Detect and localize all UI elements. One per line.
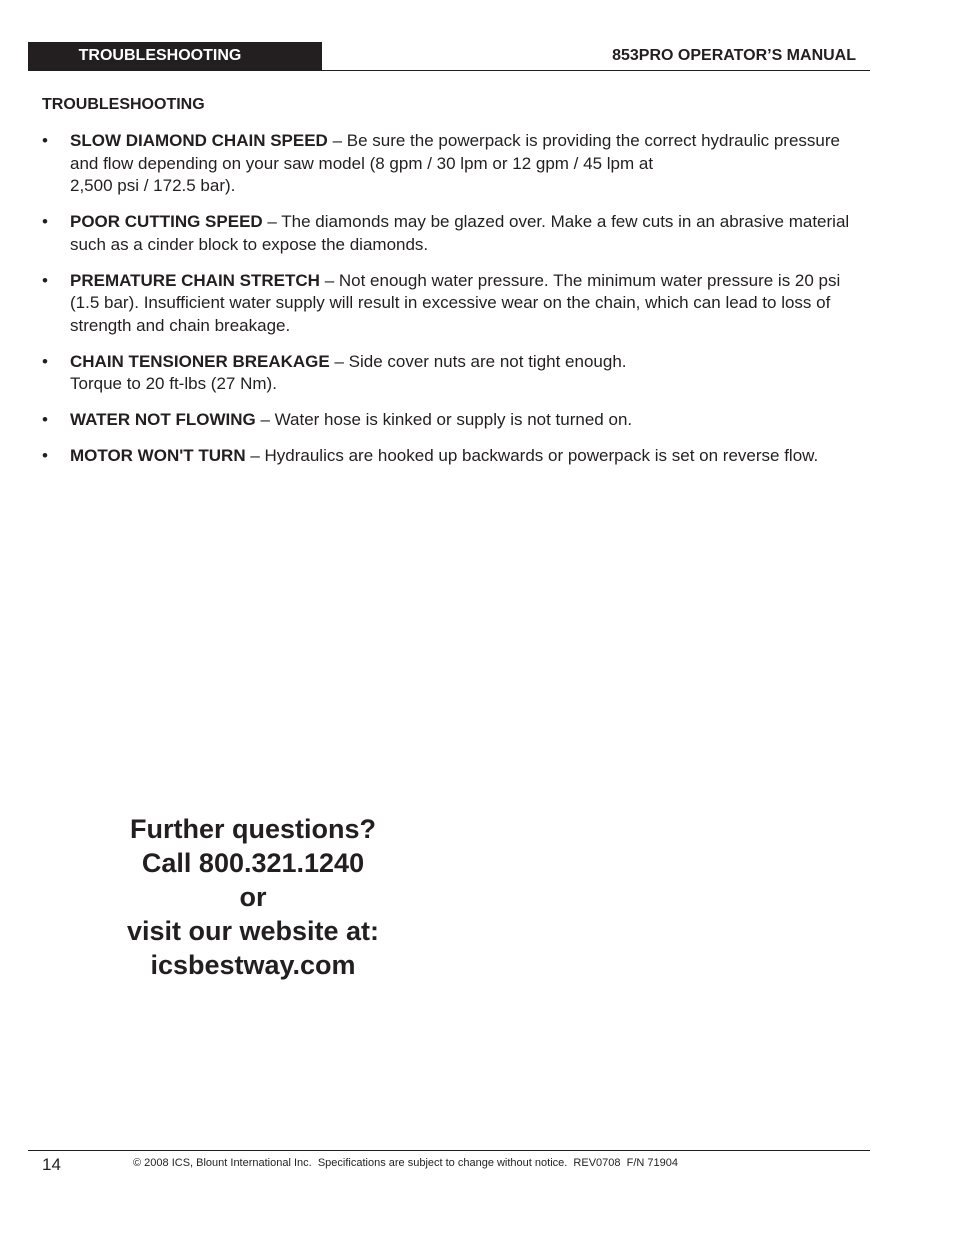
item-text: – Be sure the powerpack is providing the correct hydraulic pressure and flow depending on your saw model (8 gpm / 30 lpm or 12 gpm / 45 lpm at	[70, 131, 840, 173]
item-term: PREMATURE CHAIN STRETCH	[70, 270, 320, 290]
page-header	[28, 42, 870, 71]
contact-website-label: visit our website at:	[126, 916, 380, 946]
list-item	[42, 270, 854, 338]
item-term: MOTOR WON'T TURN	[70, 446, 246, 465]
item-text: – Not enough water pressure. The minimum water pressure is 20 psi (1.5 bar). Insufficient water supply will result in excessive wear on the chain, which can lead to loss of strength and chain breakage.	[70, 270, 841, 335]
bullet: •	[42, 410, 48, 429]
section-tab: TROUBLESHOOTING	[28, 42, 322, 70]
manual-title: 853PRO OPERATOR’S MANUAL	[612, 47, 856, 64]
list-item	[42, 445, 854, 468]
item-term: CHAIN TENSIONER BREAKAGE	[70, 351, 330, 371]
footer-divider	[28, 1150, 870, 1151]
item-text: – Hydraulics are hooked up backwards or powerpack is set on reverse flow.	[245, 446, 819, 465]
bullet: •	[42, 446, 48, 465]
copyright-notice: © 2008 ICS, Blount International Inc. Specifications are subject to change without notice. REV0708 F/N 71904	[133, 1157, 678, 1169]
list-item	[42, 211, 854, 256]
bullet: •	[42, 351, 48, 371]
contact-or: or	[239, 882, 267, 912]
bullet: •	[42, 270, 48, 290]
item-text-continued: Torque to 20 ft-lbs (27 Nm).	[70, 374, 277, 393]
contact-question: Further questions?	[129, 814, 376, 844]
item-term: SLOW DIAMOND CHAIN SPEED	[70, 131, 328, 150]
section-heading: TROUBLESHOOTING	[42, 96, 205, 113]
item-text: – The diamonds may be glazed over. Make a few cuts in an abrasive material such as a cinder block to expose the diamonds.	[70, 212, 850, 254]
contact-website: icsbestway.com	[150, 950, 356, 980]
list-item	[42, 409, 854, 432]
list-item	[42, 130, 854, 198]
list-item	[42, 351, 854, 396]
contact-phone: Call 800.321.1240	[141, 848, 365, 878]
troubleshooting-list	[42, 130, 854, 481]
page-number: 14	[42, 1155, 61, 1174]
item-term: WATER NOT FLOWING	[70, 410, 256, 429]
item-term: POOR CUTTING SPEED	[70, 212, 263, 231]
item-text: – Side cover nuts are not tight enough.	[329, 351, 627, 371]
contact-callout	[102, 812, 404, 982]
bullet: •	[42, 131, 48, 150]
item-text: – Water hose is kinked or supply is not turned on.	[255, 410, 633, 429]
item-text-continued: 2,500 psi / 172.5 bar).	[70, 176, 236, 195]
bullet: •	[42, 212, 48, 231]
